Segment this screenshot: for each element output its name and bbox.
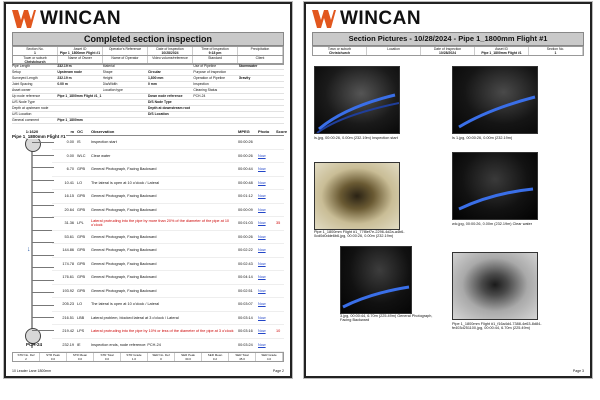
observation-row [52,190,284,204]
stat-label: SER Peak [175,353,202,357]
observation-row [52,217,284,231]
obs-text: Inspection start [91,140,117,145]
page-footer [312,369,584,373]
obs-code: IS [77,140,81,145]
meta-value: Christchurch [13,60,58,64]
obs-distance: 6.70 [66,167,74,172]
obs-distance: 205.23 [62,302,74,307]
obs-mpeg[interactable]: 00:03:24 [238,342,253,347]
obs-text: Inspection ends, node reference: PCH-24 [91,342,161,347]
scale-label: 1:1620 [25,128,39,134]
observation-tick [32,305,54,306]
stat-label: SER Total [229,353,256,357]
spec-cell: Operation of Pipeline [193,76,225,80]
obs-photo-link[interactable]: Now [258,248,266,253]
inspection-photo[interactable] [314,66,400,134]
meta-value: 1 [529,51,583,55]
observation-row [52,285,284,299]
pictures-meta-grid [312,46,584,56]
spec-cell: Up node reference [12,94,41,98]
obs-distance: 20.64 [64,207,74,212]
obs-text: General Photograph, Facing Backward [91,248,157,253]
spec-cell: Shape [102,70,113,74]
obs-photo-link[interactable]: Now [258,342,266,347]
obs-score: 35 [276,221,281,226]
spec-cell: Cleaning Status [193,88,218,92]
stat-value: 0.0 [40,357,67,361]
spec-cell: Depth at upstream node [12,106,49,110]
spec-cell [193,106,238,111]
obs-mpeg[interactable]: 00:04:14 [238,275,253,280]
spec-cell [103,100,148,105]
meta-label: Section No. [529,47,583,51]
wincan-logo-icon [12,10,36,28]
spec-cell [239,88,284,93]
obs-text: General Photograph, Facing Backward [91,275,157,280]
wincan-logo-icon [312,10,336,28]
stat-value: 45.0 [229,357,256,361]
spec-cell: 0 mm [147,82,157,86]
meta-label: Video volume/reference [148,56,193,60]
col-mpeg: MPEG [238,128,250,134]
stat-label: STR Grade [121,353,148,357]
photo-caption: 3.jpg, 00:00:44, 6.70m (225.49m) General Photograph, Facing Backward [340,314,433,323]
obs-code: GPB [77,275,86,280]
spec-cell [239,106,284,111]
obs-mpeg[interactable]: 00:00:09 [238,207,253,212]
meta-value: Christchurch [313,51,367,55]
stat-label: STR Total [94,353,121,357]
obs-photo-link[interactable]: Now [258,180,266,185]
spec-cell [239,94,284,99]
spec-cell [57,100,102,105]
obs-code: GPB [77,234,86,239]
spec-cell: 1,800 mm [147,76,164,80]
spec-cell: Material [102,64,115,68]
obs-distance: 0.00 [66,153,74,158]
photo-caption: wlc.jpg, 00:00:26, 0.00m (232.19m) Clear water [452,222,532,226]
obs-text: Clear water [91,153,111,158]
obs-distance: 219.42 [62,329,74,334]
spec-cell: Depth at downstream root [147,106,190,110]
stat-value: 30.0 [175,357,202,361]
obs-code: LO [77,302,83,307]
obs-distance: 31.36 [64,221,74,226]
spec-cell: Location type [102,88,123,92]
stat-value: 1.0 [121,357,148,361]
meta-label: Standard [193,56,238,60]
spec-cell: 232.19 m [57,76,72,80]
obs-mpeg[interactable]: 00:00:26 [238,140,253,145]
upstream-node-label: Pipe 1_1800mm Flight #1 [12,134,66,139]
spec-cell: D/S Node Type [147,100,172,104]
spec-cell [193,112,238,117]
obs-distance: 193.92 [62,288,74,293]
spec-cell: Surveyed Length [12,76,38,80]
obs-mpeg[interactable]: 00:01:12 [238,194,253,199]
spec-cell: Down node reference [147,94,183,98]
col-observation: Observation [91,128,115,134]
obs-photo-link[interactable]: Now [258,221,266,226]
stat-value: 4.0 [256,357,283,361]
stat-label: STR No. Def [13,353,40,357]
observation-tick [32,242,54,243]
obs-code: LPL [77,221,84,226]
stat-value: 0.0 [94,357,121,361]
obs-photo-link[interactable]: Now [258,329,266,334]
inspection-photo[interactable] [452,252,538,320]
obs-code: GPB [77,167,86,172]
stat-label: STR Mean [67,353,94,357]
stat-value: 0.2 [202,357,229,361]
obs-mpeg[interactable]: 00:02:51 [238,288,253,293]
stat-value: 0.0 [67,357,94,361]
obs-code: LPS [77,329,85,334]
obs-code: LBB [77,315,85,320]
spec-cell: 232.19 m [57,64,72,68]
observation-row [52,136,284,150]
spec-cell: Upstream node [57,70,83,74]
obs-text: General Photograph, Facing Backward [91,167,157,172]
obs-photo-link[interactable]: Now [258,153,266,158]
meta-label: Operator's Reference [103,47,148,51]
spec-cell: Stormwater [238,64,258,68]
obs-photo-link[interactable]: Now [258,315,266,320]
inspection-photo[interactable] [452,66,538,134]
meta-label: Client [238,56,283,60]
spec-cell [148,88,193,93]
meta-value: 10/28/2024 [148,51,193,55]
observation-row [52,231,284,245]
obs-code: GPB [77,194,86,199]
meta-value: 1 [13,51,58,55]
spec-cell [103,112,148,117]
meta-label: Time of Inspection [193,47,238,51]
observation-tick [32,255,54,256]
meta-label: Date of Inspection [148,47,193,51]
obs-distance: 0.00 [66,140,74,145]
obs-code: WLC [77,153,86,158]
obs-distance: 16.15 [64,194,74,199]
spec-cell [239,118,284,123]
downstream-node-label: PCH-24 [26,342,43,347]
observation-row [52,258,284,272]
spec-cell [57,88,102,93]
obs-code: GPB [77,207,86,212]
spec-cell: Setup [12,70,21,74]
spec-cell [148,64,193,69]
observation-row [52,244,284,258]
obs-photo-link[interactable]: Now [258,302,266,307]
obs-distance: 174.78 [62,261,74,266]
obs-code: GPB [77,288,86,293]
stat-value: 0 [148,357,175,361]
footer-asset: 10 Leader Lane 1800mm [12,369,52,373]
stat-label: SER Mean [202,353,229,357]
obs-text: Lateral protruding into the pipe by more than 20% of the diameter of the pipe at 10 o'clock [91,219,230,228]
obs-photo-link[interactable]: Now [258,288,266,293]
observation-tick [32,192,54,193]
spec-cell: U/S Location [12,112,32,116]
spec-cell: Pipe 1_1800mm Flight #1_1 [57,94,102,98]
observation-row [52,150,284,164]
obs-distance: 10.41 [64,180,74,185]
obs-photo-link[interactable]: Now [258,167,266,172]
pipe-diagram [12,134,66,348]
photo-caption: Is.jpg, 00:00:26, 0.00m (232.19m) Inspection start [314,136,398,140]
obs-text: The lateral is open at 10 o'clock / Lateral [91,180,160,185]
spec-cell [103,106,148,111]
observation-row [52,271,284,285]
photo-caption: Pipe 1_1800mm Flight #1_f16a4d4-7388-4e63-8d84-fe403d251100.jpg, 00:00:44, 6.70m (225.49m) [452,322,542,331]
obs-mpeg[interactable]: 00:00:26 [238,153,253,158]
obs-mpeg[interactable]: 00:01:03 [238,221,253,226]
obs-photo-link[interactable]: Now [258,207,266,212]
spec-cell: Purpose of Inspection [193,70,227,74]
observation-tick [32,217,54,218]
obs-mpeg[interactable]: 00:02:43 [238,261,253,266]
spec-cell: Dia/Width [102,82,118,86]
meta-label: Name of Owner [58,56,103,60]
footer-page-number: Page 2 [272,369,284,373]
observation-tick [32,317,54,318]
observation-tick [32,142,54,143]
spec-cell: Gravity [238,76,251,80]
obs-distance: 53.61 [64,234,74,239]
brand-name: WINCAN [40,8,122,29]
spec-cell: 0.00 m [57,82,68,86]
meta-value: 10/28/2024 [421,51,475,55]
obs-text: The lateral is open at 10 o'clock / Lateral [91,302,160,307]
col-photo: Photo [258,128,270,134]
obs-distance: 232.19 [62,342,74,347]
obs-text: General Photograph, Facing Backward [91,207,157,212]
spec-cell [57,106,102,111]
pipe-specs-table [12,63,284,124]
obs-text: General Photograph, Facing Backward [91,194,157,199]
inspection-photo[interactable] [340,246,412,314]
photo-caption: Is 1.jpg, 00:00:26, 0.00m (232.19m) [452,136,513,140]
stat-label: SER Grade [256,353,283,357]
brand-header [312,8,421,30]
footer-page-number: Page 3 [572,369,584,373]
observation-row [52,312,284,326]
spec-cell [193,100,238,105]
spec-cell [57,112,102,117]
observation-row [52,177,284,191]
spec-cell [103,94,148,99]
obs-mpeg[interactable]: 00:03:07 [238,302,253,307]
spec-cell [193,118,238,123]
meta-label: Town or suburb [13,56,58,60]
obs-photo-link[interactable]: Now [258,234,266,239]
page-footer [12,369,284,373]
observation-tick [32,230,54,231]
obs-code: GPB [77,248,86,253]
observation-tick [32,180,54,181]
meta-value: 9:18 pm [193,51,238,55]
meta-label: Asset ID [58,47,103,51]
observation-row [52,339,284,353]
observation-row [52,298,284,312]
spec-cell: U/S Node Type [12,100,35,104]
obs-mpeg[interactable]: 00:00:44 [238,167,253,172]
obs-distance: 144.86 [62,248,74,253]
report-title: Completed section inspection [12,32,284,46]
col-score: Score [276,128,288,134]
pictures-title: Section Pictures - 10/28/2024 - Pipe 1_1800mm Flight #1 [312,32,584,46]
obs-distance: 216.51 [62,315,74,320]
obs-photo-link[interactable]: Now [258,275,266,280]
obs-text: General Photograph, Facing Backward [91,261,157,266]
stat-value: 2 [13,357,40,361]
report-page-inspection [4,2,292,378]
meta-label: Town or suburb [313,47,367,51]
spec-cell: Asset owner [12,88,31,92]
meta-label: Asset ID [475,47,529,51]
inspection-photo[interactable] [452,152,538,220]
observation-tick [32,267,54,268]
flow-direction-icon: ↓ [27,246,31,253]
observation-row [52,204,284,218]
meta-label: Location [367,47,421,51]
obs-mpeg[interactable]: 00:03:16 [238,329,253,334]
obs-mpeg[interactable]: 00:02:22 [238,248,253,253]
spec-cell: General comment [12,118,39,122]
report-page-pictures [304,2,592,378]
obs-distance: 176.61 [62,275,74,280]
observation-row [52,163,284,177]
spec-cell: PCH-24 [193,94,206,98]
spec-cell: D/S Location [147,112,169,116]
obs-mpeg[interactable]: 00:00:48 [238,180,253,185]
observation-tick [32,292,54,293]
obs-text: Lateral protruding into the pipe by 10% or less of the diameter of the pipe at 3 o'clock [91,329,234,334]
meta-label: Section No. [13,47,58,51]
spec-cell: Inspection [193,82,209,86]
spec-cell [148,118,193,123]
col-m: m [70,128,74,134]
obs-photo-link[interactable]: Now [258,194,266,199]
obs-text: Lateral problem, blocked lateral at 3 o'clock / Lateral [91,315,179,320]
observation-tick [32,280,54,281]
spec-cell: Pipe 1_1800mm [57,118,83,122]
obs-code: IE [77,342,81,347]
brand-header [12,8,121,30]
spec-cell [103,118,148,123]
observation-tick [32,155,54,156]
meta-label: Date of Inspection [421,47,475,51]
spec-row [12,118,284,124]
observations-list [52,136,284,352]
spec-cell [239,82,284,87]
obs-photo-link[interactable]: Now [258,261,266,266]
obs-mpeg[interactable]: 00:00:26 [238,234,253,239]
observation-tick [32,205,54,206]
photo-caption: Pipe 1_1800mm Flight #1_77f8ef7e-2296-4d2a-a4b6-0cd0d0dde6b6.jpg, 00:00:26, 0.00m (232.19m) [314,230,405,239]
meta-label: Name of Operator [103,56,148,60]
stat-label: STR Peak [40,353,67,357]
spec-cell: Height [102,76,113,80]
grade-stats-table [12,352,284,362]
col-oc: OC [77,128,83,134]
observation-row [52,325,284,339]
obs-text: General Photograph, Facing Backward [91,288,157,293]
spec-cell: Use of Pipeline [193,64,217,68]
stat-label: SER No. Def [148,353,175,357]
spec-cell: Pipe Length [12,64,31,68]
inspection-photo[interactable] [314,162,400,230]
obs-score: 10 [276,329,281,334]
obs-code: GPB [77,261,86,266]
brand-name: WINCAN [340,8,422,29]
meta-value: Pipe 1_1800mm Flight #1 [58,51,103,55]
meta-value [367,51,421,55]
spec-cell [239,112,284,117]
spec-cell [239,100,284,105]
obs-text: General Photograph, Facing Backward [91,234,157,239]
observation-tick [32,330,54,331]
obs-code: LO [77,180,83,185]
meta-label: Precipitation [238,47,283,51]
observation-tick [32,167,54,168]
spec-cell: Circular [147,70,161,74]
spec-cell: Joint Spacing [12,82,33,86]
spec-cell [239,70,284,75]
obs-mpeg[interactable]: 00:03:14 [238,315,253,320]
meta-value: Pipe 1_1800mm Flight #1 [475,51,529,55]
